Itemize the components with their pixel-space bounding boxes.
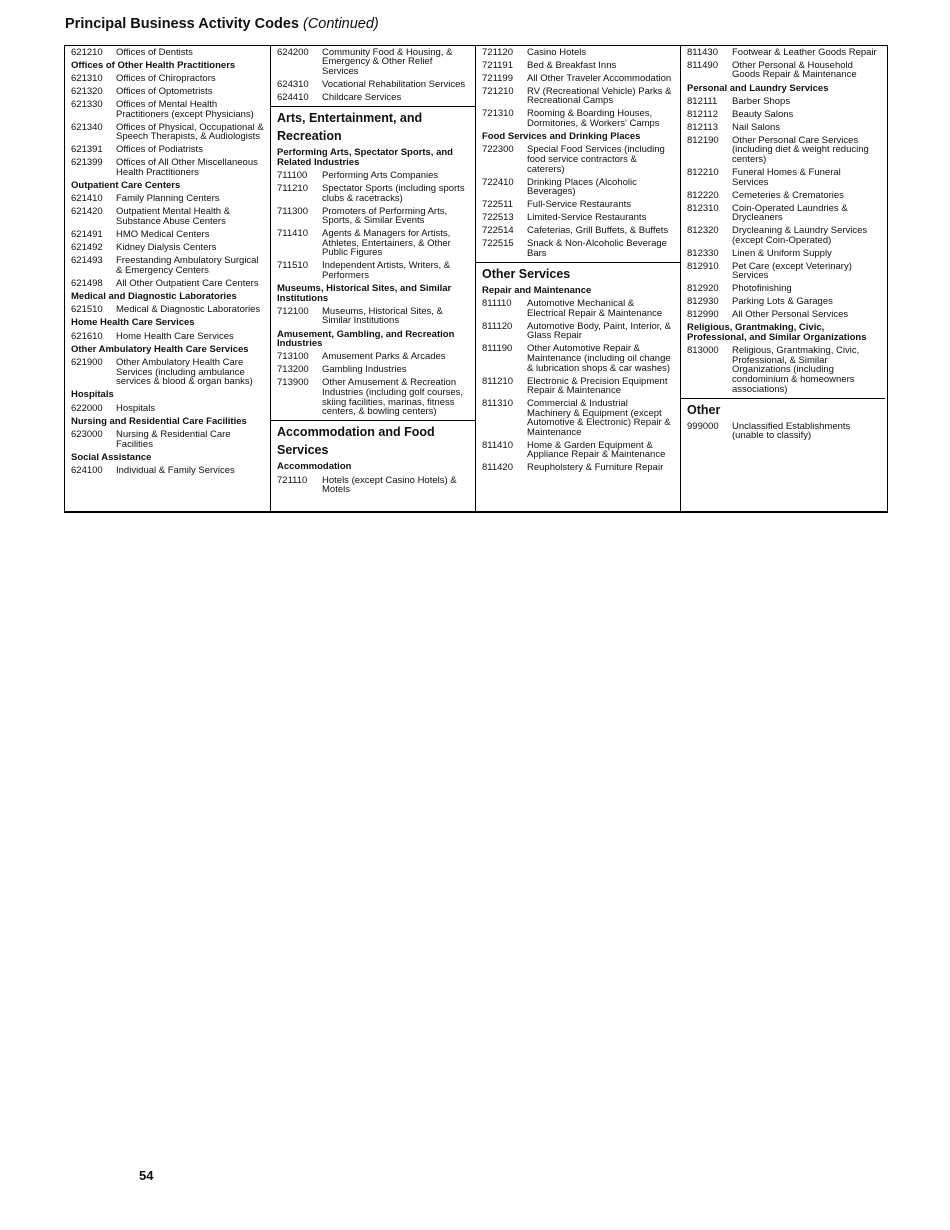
naics-code: 721199	[482, 72, 513, 84]
subsection-heading: Outpatient Care Centers	[71, 180, 181, 192]
naics-code: 621391	[71, 144, 103, 156]
activity-description: HMO Medical Centers	[116, 229, 210, 241]
codes-table	[64, 45, 888, 513]
code-row	[687, 260, 879, 283]
code-row	[482, 439, 674, 462]
code-row	[482, 46, 674, 59]
code-row	[71, 303, 264, 316]
code-row	[71, 254, 264, 277]
naics-code: 721210	[482, 85, 514, 97]
naics-code: 999000	[687, 420, 719, 432]
activity-description: Reupholstery & Furniture Repair	[527, 462, 664, 474]
activity-description: Snack & Non-Alcoholic Beverage Bars	[527, 238, 667, 259]
activity-description: Automotive Mechanical & Electrical Repair & Maintenance	[527, 298, 663, 319]
naics-code: 811430	[687, 46, 718, 58]
subsection-heading: Social Assistance	[71, 451, 152, 463]
naics-code: 811310	[482, 398, 513, 410]
code-row	[277, 351, 469, 364]
code-row	[277, 474, 469, 497]
activity-description: Kidney Dialysis Centers	[116, 242, 217, 254]
activity-description: Religious, Grantmaking, Civic, Professional, & Similar Organizations (including condominium & homeowners associations)	[732, 345, 860, 395]
code-row	[687, 166, 879, 189]
naics-code: 621210	[71, 46, 103, 58]
naics-code: 811490	[687, 59, 718, 71]
activity-description: Offices of Dentists	[116, 46, 193, 58]
title-text: Principal Business Activity Codes	[65, 16, 299, 32]
activity-description: RV (Recreational Vehicle) Parks & Recreational Camps	[527, 85, 672, 107]
subsection-heading: Accommodation	[277, 461, 352, 473]
code-row	[687, 202, 879, 225]
code-row	[71, 356, 264, 388]
code-row	[482, 59, 674, 72]
naics-code: 721110	[277, 474, 308, 486]
code-row	[482, 176, 674, 199]
activity-description: Other Personal Care Services (including diet & weight reducing centers)	[732, 134, 869, 165]
naics-code: 812320	[687, 225, 719, 237]
activity-description: Pet Care (except Veterinary) Services	[732, 260, 852, 282]
code-row	[277, 169, 469, 182]
code-row	[482, 375, 674, 398]
naics-code: 812920	[687, 283, 719, 295]
activity-description: Unclassified Establishments (unable to classify)	[732, 420, 851, 442]
code-row	[277, 259, 469, 282]
subsection-heading: Other Ambulatory Health Care Services	[71, 343, 249, 355]
activity-description: Other Amusement & Recreation Industries (including golf courses, skiing facilities, marinas, fitness centers, & bowling centers)	[322, 377, 463, 418]
activity-description: Limited-Service Restaurants	[527, 212, 647, 224]
activity-description: Outpatient Mental Health & Substance Abuse Centers	[116, 206, 231, 228]
naics-code: 811410	[482, 439, 513, 451]
code-row	[71, 85, 264, 98]
code-row	[687, 308, 879, 321]
code-row	[482, 224, 674, 237]
naics-code: 812111	[687, 95, 718, 107]
naics-code: 722300	[482, 144, 514, 156]
code-row	[71, 193, 264, 206]
naics-code: 623000	[71, 429, 103, 441]
activity-description: Freestanding Ambulatory Surgical & Emergency Centers	[116, 255, 259, 276]
code-row	[71, 228, 264, 241]
code-row	[482, 343, 674, 375]
code-row	[71, 46, 264, 59]
code-row	[71, 330, 264, 343]
code-row	[71, 402, 264, 415]
naics-code: 812930	[687, 296, 719, 308]
activity-description: Drycleaning & Laundry Services (except Coin-Operated)	[732, 225, 868, 246]
activity-description: Offices of Optometrists	[116, 86, 213, 98]
section-heading: Other Services	[476, 262, 680, 284]
naics-code: 621491	[71, 229, 103, 241]
naics-code: 624200	[277, 46, 309, 58]
naics-code: 711300	[277, 205, 308, 217]
naics-code: 621310	[71, 73, 103, 85]
code-row	[482, 211, 674, 224]
code-row	[71, 428, 264, 451]
naics-code: 722410	[482, 176, 514, 188]
naics-code: 622000	[71, 402, 103, 414]
activity-description: Linen & Uniform Supply	[732, 247, 832, 259]
code-row	[687, 420, 879, 443]
activity-description: Gambling Industries	[322, 364, 407, 376]
code-row	[71, 277, 264, 290]
activity-description: Other Personal & Household Goods Repair & Maintenance	[732, 59, 857, 81]
code-row	[482, 462, 674, 475]
subsection-heading: Food Services and Drinking Places	[482, 131, 641, 143]
code-row	[687, 189, 879, 202]
subsection-heading: Home Health Care Services	[71, 317, 195, 329]
activity-description: Promoters of Performing Arts, Sports, & Similar Events	[322, 205, 448, 227]
code-row	[687, 95, 879, 108]
naics-code: 621510	[71, 304, 103, 316]
naics-code: 812990	[687, 309, 719, 321]
activity-description: Automotive Body, Paint, Interior, & Glass Repair	[527, 320, 671, 342]
activity-description: Childcare Services	[322, 91, 402, 103]
code-row	[687, 247, 879, 260]
naics-code: 811110	[482, 298, 512, 310]
code-row	[687, 134, 879, 166]
activity-description: Individual & Family Services	[116, 465, 235, 477]
naics-code: 621399	[71, 157, 103, 169]
activity-description: Home & Garden Equipment & Appliance Repair & Maintenance	[527, 439, 666, 461]
naics-code: 812210	[687, 166, 719, 178]
activity-description: Family Planning Centers	[116, 193, 220, 205]
code-row	[277, 305, 469, 328]
activity-description: Parking Lots & Garages	[732, 296, 833, 308]
code-row	[71, 206, 264, 229]
activity-description: Beauty Salons	[732, 108, 794, 120]
activity-description: Special Food Services (including food service contractors & caterers)	[527, 144, 665, 175]
activity-description: Cemeteries & Crematories	[732, 189, 844, 201]
code-row	[482, 320, 674, 343]
column-1	[65, 46, 270, 511]
naics-code: 621498	[71, 277, 103, 289]
naics-code: 711210	[277, 182, 308, 194]
naics-code: 621320	[71, 86, 103, 98]
subsection-heading: Museums, Historical Sites, and Similar Institutions	[277, 283, 452, 304]
activity-description: Offices of All Other Miscellaneous Health Practitioners	[116, 157, 258, 178]
activity-description: Other Automotive Repair & Maintenance (including oil change & lubrication shops & car washes)	[527, 343, 671, 374]
naics-code: 711410	[277, 228, 308, 240]
code-row	[277, 182, 469, 205]
code-row	[687, 224, 879, 247]
code-row	[482, 397, 674, 439]
naics-code: 711510	[277, 260, 308, 272]
code-row	[277, 91, 469, 104]
naics-code: 721120	[482, 46, 513, 58]
section-heading: Arts, Entertainment, and Recreation	[271, 106, 475, 146]
activity-description: Community Food & Housing, & Emergency & Other Relief Services	[322, 46, 453, 77]
naics-code: 711100	[277, 169, 308, 181]
activity-description: Funeral Homes & Funeral Services	[732, 166, 841, 188]
activity-description: Nursing & Residential Care Facilities	[116, 429, 231, 450]
naics-code: 721191	[482, 59, 513, 71]
title-continued: (Continued)	[303, 16, 379, 32]
subsection-heading: Nursing and Residential Care Facilities	[71, 415, 247, 427]
naics-code: 621410	[71, 193, 103, 205]
naics-code: 812330	[687, 247, 719, 259]
naics-code: 721310	[482, 108, 514, 120]
code-row	[687, 121, 879, 134]
subsection-heading: Hospitals	[71, 389, 114, 401]
column-4	[680, 46, 885, 511]
activity-description: Footwear & Leather Goods Repair	[732, 46, 877, 58]
code-row	[687, 344, 879, 395]
subsection-heading: Medical and Diagnostic Laboratories	[71, 290, 237, 302]
naics-code: 722514	[482, 225, 514, 237]
naics-code: 621900	[71, 357, 103, 369]
naics-code: 621420	[71, 206, 103, 218]
code-row	[687, 108, 879, 121]
code-row	[277, 377, 469, 419]
activity-description: Rooming & Boarding Houses, Dormitories, & Workers' Camps	[527, 108, 660, 129]
code-row	[71, 98, 264, 121]
activity-description: Offices of Mental Health Practitioners (except Physicians)	[116, 99, 254, 120]
naics-code: 621492	[71, 242, 103, 254]
activity-description: Medical & Diagnostic Laboratories	[116, 304, 261, 316]
activity-description: Performing Arts Companies	[322, 169, 439, 181]
code-row	[687, 295, 879, 308]
code-row	[687, 282, 879, 295]
activity-description: All Other Traveler Accommodation	[527, 72, 672, 84]
code-row	[71, 464, 264, 477]
code-row	[482, 297, 674, 320]
activity-description: Casino Hotels	[527, 46, 587, 58]
activity-description: Amusement Parks & Arcades	[322, 351, 446, 363]
naics-code: 811420	[482, 462, 513, 474]
activity-description: Hospitals	[116, 402, 156, 414]
activity-description: Offices of Podiatrists	[116, 144, 203, 156]
activity-description: Independent Artists, Writers, & Performers	[322, 260, 451, 281]
activity-description: Drinking Places (Alcoholic Beverages)	[527, 176, 637, 198]
naics-code: 624100	[71, 465, 103, 477]
activity-description: Cafeterias, Grill Buffets, & Buffets	[527, 225, 669, 237]
activity-description: Electronic & Precision Equipment Repair & Maintenance	[527, 375, 668, 397]
code-row	[71, 157, 264, 180]
naics-code: 722513	[482, 212, 514, 224]
naics-code: 621340	[71, 121, 103, 133]
naics-code: 812113	[687, 121, 718, 133]
activity-description: Full-Service Restaurants	[527, 199, 632, 211]
code-row	[482, 198, 674, 211]
naics-code: 713200	[277, 364, 309, 376]
activity-description: Museums, Historical Sites, & Similar Institutions	[322, 305, 443, 327]
naics-code: 621493	[71, 255, 103, 266]
code-row	[687, 46, 879, 59]
naics-code: 713900	[277, 377, 309, 389]
naics-code: 812310	[687, 202, 719, 214]
naics-code: 811120	[482, 320, 513, 332]
naics-code: 811210	[482, 375, 513, 387]
activity-description: Bed & Breakfast Inns	[527, 59, 617, 71]
code-row	[277, 78, 469, 91]
naics-code: 621330	[71, 99, 103, 111]
code-row	[277, 46, 469, 78]
section-heading: Other	[681, 398, 885, 420]
page-title	[65, 16, 379, 32]
naics-code: 722511	[482, 199, 513, 211]
subsection-heading: Personal and Laundry Services	[687, 82, 829, 94]
subsection-heading: Religious, Grantmaking, Civic, Professional, and Similar Organizations	[687, 322, 867, 343]
naics-code: 624310	[277, 78, 309, 90]
code-row	[71, 121, 264, 144]
activity-description: Barber Shops	[732, 95, 791, 107]
activity-description: All Other Personal Services	[732, 309, 849, 321]
activity-description: Offices of Physical, Occupational & Speech Therapists, & Audiologists	[116, 121, 264, 143]
activity-description: Commercial & Industrial Machinery & Equipment (except Automotive & Electronic) Repair & Maintenance	[527, 398, 671, 438]
naics-code: 812220	[687, 189, 719, 201]
activity-description: Spectator Sports (including sports clubs & racetracks)	[322, 182, 465, 204]
code-row	[71, 72, 264, 85]
naics-code: 712100	[277, 305, 309, 317]
naics-code: 811190	[482, 343, 513, 355]
subsection-heading: Amusement, Gambling, and Recreation Industries	[277, 328, 455, 350]
code-row	[277, 364, 469, 377]
code-row	[482, 72, 674, 85]
page-number: 54	[139, 1168, 154, 1183]
activity-description: Coin-Operated Laundries & Drycleaners	[732, 202, 848, 224]
code-row	[277, 205, 469, 228]
activity-description: All Other Outpatient Care Centers	[116, 277, 259, 289]
activity-description: Hotels (except Casino Hotels) & Motels	[322, 474, 457, 496]
code-row	[482, 237, 674, 260]
activity-description: Agents & Managers for Artists, Athletes, Entertainers, & Other Public Figures	[322, 228, 451, 259]
code-row	[482, 108, 674, 131]
column-2	[270, 46, 475, 511]
naics-code: 813000	[687, 345, 719, 357]
subsection-heading: Performing Arts, Spectator Sports, and Related Industries	[277, 147, 453, 168]
activity-description: Nail Salons	[732, 121, 781, 133]
activity-description: Photofinishing	[732, 283, 792, 295]
subsection-heading: Offices of Other Health Practitioners	[71, 59, 236, 71]
column-3	[475, 46, 680, 511]
subsection-heading: Repair and Maintenance	[482, 284, 592, 296]
code-row	[482, 85, 674, 108]
code-row	[277, 227, 469, 259]
naics-code: 812910	[687, 260, 719, 272]
naics-code: 624410	[277, 91, 309, 103]
code-row	[482, 144, 674, 176]
naics-code: 722515	[482, 238, 514, 250]
code-row	[687, 59, 879, 82]
code-row	[71, 241, 264, 254]
naics-code: 812190	[687, 134, 719, 146]
naics-code: 713100	[277, 351, 309, 363]
activity-description: Offices of Chiropractors	[116, 73, 216, 85]
activity-description: Home Health Care Services	[116, 330, 234, 342]
code-row	[71, 144, 264, 157]
section-heading: Accommodation and Food Services	[271, 420, 475, 460]
naics-code: 812112	[687, 108, 718, 120]
activity-description: Other Ambulatory Health Care Services (including ambulance services & blood & organ banks)	[116, 357, 253, 388]
activity-description: Vocational Rehabilitation Services	[322, 78, 466, 90]
naics-code: 621610	[71, 330, 103, 342]
